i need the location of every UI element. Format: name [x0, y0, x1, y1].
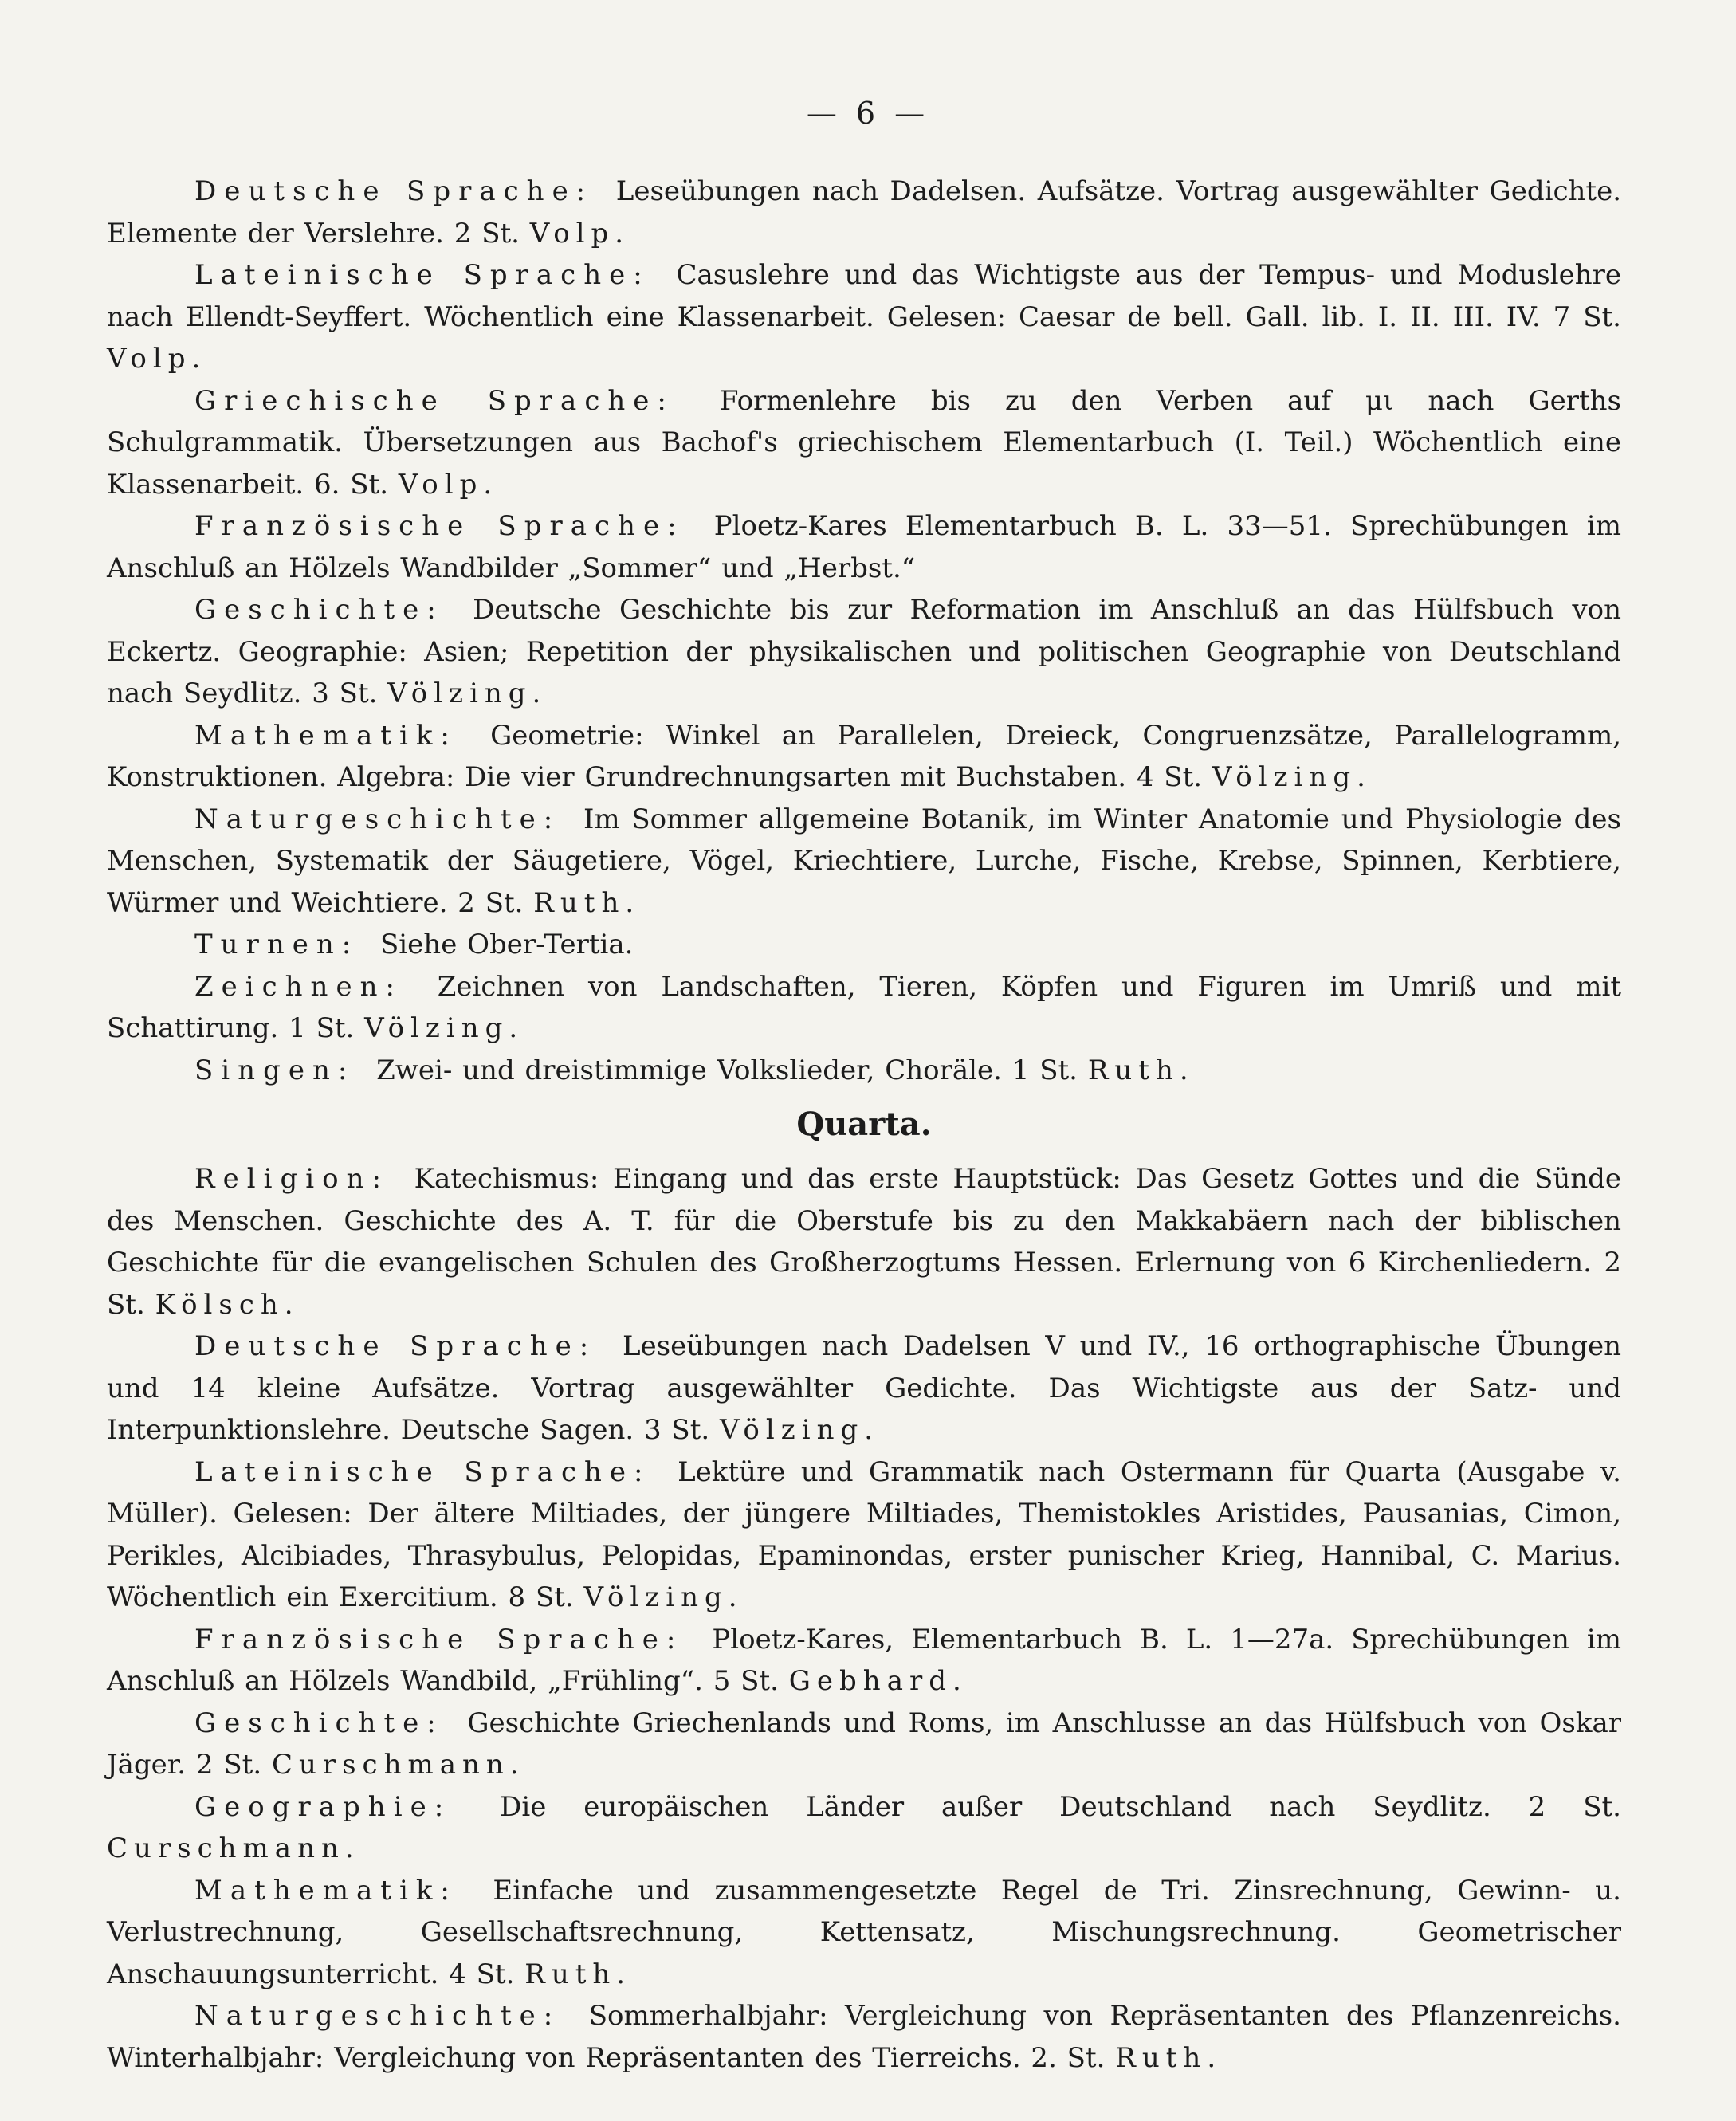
paragraph-turnen [107, 924, 1621, 966]
teacher-name: Volp. [398, 468, 499, 501]
paragraph-geographie [107, 1786, 1621, 1870]
subject-label: Französische Sprache: [194, 510, 685, 542]
subject-label: Geographie: [194, 1790, 452, 1823]
paragraph-text: Die europäischen Länder außer Deutschland nach Seydlitz. 2 St. [500, 1790, 1621, 1823]
paragraph-text: Sommerhalbjahr: Vergleichung von Repräsentanten des Pflanzenreichs. Winterhalbjahr: Vergleichung von Repräsentanten des Tierreichs. 2. St. [107, 2000, 1621, 2074]
paragraph-text: Lektüre und Grammatik nach Ostermann für Quarta (Ausgabe v. Müller). Gelesen: Der ältere Miltiades, der jüngere Miltiades, Themistokles Aristides, Pausanias, Cimon, Perikles, Alcibiades, Thrasybulus, Pelopidas, Epaminondas, erster punischer Krieg, Hannibal, C. Marius. Wöchentlich ein Exercitium. 8 St. [107, 1455, 1621, 1613]
teacher-name: Gebhard. [788, 1665, 968, 1697]
teacher-name: Völzing. [1212, 761, 1372, 793]
paragraph-text: Siehe Ober-Tertia. [380, 929, 634, 960]
paragraph-text: Einfache und zusammengesetzte Regel de Tri. Zinsrechnung, Gewinn- u. Verlustrechnung, Gesellschaftsrechnung, Kettensatz, Mischungsrechnung. Geometrischer Anschauungsunterricht. 4 St. [107, 1874, 1621, 1990]
teacher-name: Curschmann. [271, 1749, 525, 1781]
subject-label: Zeichnen: [194, 970, 403, 1003]
section-title-quarta: Quarta. [796, 1106, 932, 1143]
paragraph-religion [107, 1158, 1621, 1326]
paragraph-mathematik [107, 715, 1621, 799]
paragraph-text: Deutsche Geschichte bis zur Reformation im Anschluß an das Hülfsbuch von Eckertz. Geographie: Asien; Repetition der physikalischen und politischen Geographie von Deutschland nach Seydlitz. 3 St. [107, 594, 1621, 709]
subject-label: Deutsche Sprache: [194, 175, 594, 207]
subject-label: Naturgeschichte: [194, 803, 561, 835]
teacher-name: Volp. [107, 343, 207, 375]
section-untertertia [107, 171, 1621, 1091]
paragraph-text: Katechismus: Eingang und das erste Hauptstück: Das Gesetz Gottes und die Sünde des Menschen. Geschichte des A. T. für die Oberstufe bis zu den Makkabäern nach der biblischen Geschichte für die evangelischen Schulen des Großherzogtums Hessen. Erlernung von 6 Kirchenliedern. 2 St. [107, 1163, 1622, 1321]
text-block [107, 171, 1621, 2079]
paragraph-naturgeschichte [107, 799, 1621, 925]
teacher-name: Völzing. [720, 1414, 880, 1446]
teacher-name: Volp. [529, 217, 630, 249]
subject-label: Griechische Sprache: [194, 384, 674, 417]
teacher-name: Ruth. [533, 886, 641, 919]
subject-label: Mathematik: [194, 719, 458, 752]
paragraph-naturgeschichte [107, 1995, 1621, 2079]
subject-label: Religion: [194, 1163, 389, 1195]
subject-label: Geschichte: [194, 594, 444, 626]
paragraph-text: Im Sommer allgemeine Botanik, im Winter Anatomie und Physiologie des Menschen, Systematik der Säugetiere, Vögel, Kriechtiere, Lurche, Fische, Krebse, Spinnen, Kerbtiere, Würmer und Weichtiere. 2 St. [107, 803, 1622, 919]
teacher-name: Ruth. [1115, 2041, 1223, 2074]
teacher-name: Curschmann. [107, 1832, 360, 1864]
paragraph-text: Zwei- und dreistimmige Volkslieder, Choräle. 1 St. [376, 1054, 1078, 1086]
subject-label: Mathematik: [194, 1874, 458, 1907]
paragraph-singen [107, 1050, 1621, 1092]
teacher-name: Ruth. [524, 1958, 632, 1990]
section-quarta [107, 1091, 1621, 2079]
teacher-name: Völzing. [583, 1581, 744, 1613]
paragraph-text: Leseübungen nach Dadelsen V und IV., 16 orthographische Übungen und 14 kleine Aufsätze. Vortrag ausgewählter Gedichte. Das Wichtigste aus der Satz- und Interpunktionslehre. Deutsche Sagen. 3 St. [107, 1330, 1622, 1446]
page-number: — 6 — [806, 96, 930, 131]
paragraph-text: Leseübungen nach Dadelsen. Aufsätze. Vortrag ausgewählter Gedichte. Elemente der Verslehre. 2 St. [107, 175, 1621, 249]
paragraph-franzoesische-sprache [107, 505, 1621, 589]
paragraph-deutsche-sprache [107, 171, 1621, 254]
teacher-name: Kölsch. [155, 1288, 300, 1321]
subject-label: Singen: [194, 1054, 355, 1086]
paragraph-text: Zeichnen von Landschaften, Tieren, Köpfen und Figuren im Umriß und mit Schattirung. 1 St. [107, 970, 1621, 1044]
paragraph-mathematik [107, 1870, 1621, 1996]
subject-label: Deutsche Sprache: [194, 1330, 597, 1362]
paragraph-lateinische-sprache [107, 1451, 1621, 1619]
paragraph-text: Casuslehre und das Wichtigste aus der Tempus- und Moduslehre nach Ellendt-Seyffert. Wöchentlich eine Klassenarbeit. Gelesen: Caesar de bell. Gall. lib. I. II. III. IV. 7 St. [107, 259, 1621, 333]
paragraph-text: Ploetz-Kares Elementarbuch B. L. 33—51. Sprechübungen im Anschluß an Hölzels Wandbilder „Sommer“ und „Herbst.“ [107, 510, 1621, 584]
subject-label: Naturgeschichte: [194, 2000, 561, 2032]
paragraph-franzoesische-sprache [107, 1619, 1621, 1703]
paragraph-lateinische-sprache [107, 254, 1621, 380]
paragraph-griechische-sprache [107, 380, 1621, 506]
paragraph-zeichnen [107, 966, 1621, 1050]
paragraph-text: Geometrie: Winkel an Parallelen, Dreieck, Congruenzsätze, Parallelogramm, Konstruktionen. Algebra: Die vier Grundrechnungsarten mit Buchstaben. 4 St. [107, 719, 1622, 793]
subject-label: Geschichte: [194, 1707, 444, 1739]
paragraph-text: Geschichte Griechenlands und Roms, im Anschlusse an das Hülfsbuch von Oskar Jäger. 2 St. [107, 1707, 1622, 1781]
subject-label: Lateinische Sprache: [194, 259, 650, 291]
paragraph-deutsche-sprache [107, 1326, 1621, 1451]
subject-label: Turnen: [194, 929, 359, 960]
paragraph-geschichte [107, 589, 1621, 715]
paragraph-text: Formenlehre bis zu den Verben auf μι nach Gerths Schulgrammatik. Übersetzungen aus Bachof's griechischem Elementarbuch (I. Teil.) Wöchentlich eine Klassenarbeit. 6. St. [107, 384, 1622, 501]
teacher-name: Völzing. [387, 678, 548, 709]
subject-label: Lateinische Sprache: [194, 1455, 651, 1488]
subject-label: Französische Sprache: [194, 1623, 684, 1656]
paragraph-geschichte [107, 1703, 1621, 1786]
teacher-name: Ruth. [1087, 1054, 1195, 1086]
teacher-name: Völzing. [364, 1012, 524, 1044]
paragraph-text: Ploetz-Kares, Elementarbuch B. L. 1—27a. Sprechübungen im Anschluß an Hölzels Wandbild, „Frühling“. 5 St. [107, 1623, 1621, 1697]
